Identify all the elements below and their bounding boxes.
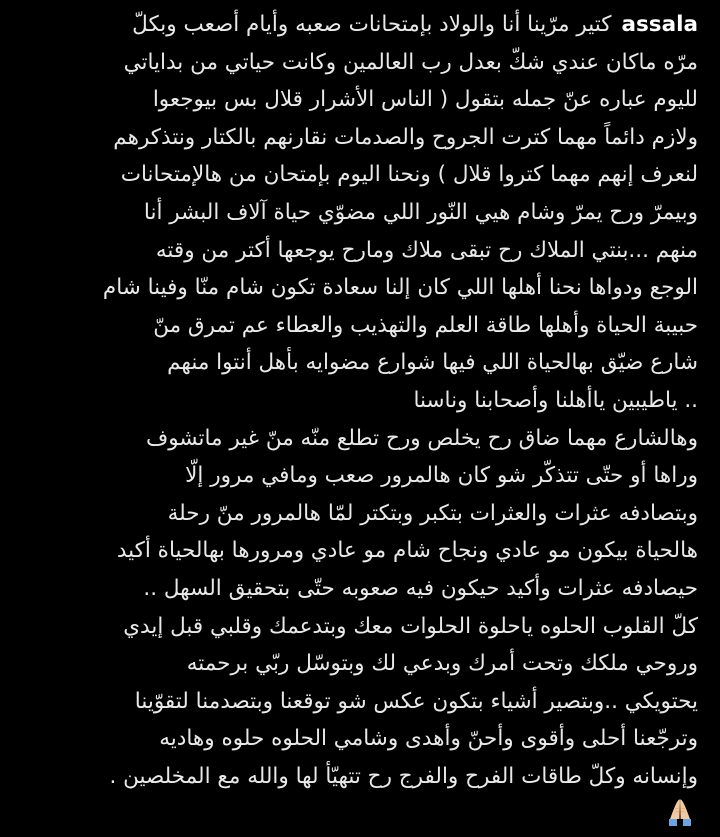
username[interactable]: assala (621, 12, 698, 37)
post-text-line: وهالشارع مهما ضاق رح يخلص ورح تطلع منّه منّ غير ماتشوف (145, 425, 698, 451)
post-text-line: حبيبة الحياة وأهلها طاقة العلم والتهذيب والعطاء عم تمرق منّ (153, 312, 698, 338)
post-text-line: ولازم دائماً مهما كترت الجروح والصدمات نقارنهم بالكتار ونتذكرهم (113, 124, 698, 150)
post-text-line: كلّ القلوب الحلوه ياحلوة الحلوات معك وبتدعمك وقلبي قبل إيدي (123, 613, 698, 639)
post-text-line: .. ياطيبين ياأهلنا وأصحابنا وناسنا (413, 387, 698, 413)
post-text-line: وبيمرّ ورح يمرّ وشام هيي النّور اللي مضوّي حياة آلاف البشر أنا (143, 199, 698, 225)
post-text-line: وبتصادفه عثرات والعثرات بتكبر وبتكتر لمّا هالمرور منّ رحلة (167, 500, 698, 526)
post-text-line: وراها أو حتّى تتذكّر شو كان هالمرور صعب ومافي مرور إلّا (185, 463, 698, 489)
post-line-1 (22, 6, 698, 44)
post-text-line: وإنسانه وكلّ طاقات الفرح والفرج رح تتهيّأ لها والله مع المخلصين . (109, 763, 698, 789)
post-text-line: كتير مرّينا أنا والولاد بإمتحانات صعبه وأيام أصعب وبكلّ (132, 12, 612, 37)
post-text-line: شارع ضيّق بهالحياة اللي فيها شوارع مضوايه بأهل أنتوا منهم (167, 350, 698, 376)
post-text-line: لليوم عباره عنّ جمله بتقول ( الناس الأشرار قلال بس بيوجعوا (152, 87, 698, 113)
post-text-line: وروحي ملكك وتحت أمرك وبدعي لك وبتوسّل ربّي برحمته (186, 651, 698, 677)
post-text-line: لنعرف إنهم مهما كتروا قلال ) ونحنا اليوم بإمتحان من هالإمتحانات (120, 162, 698, 188)
post-text-line: يحتويكي ..وبتصير أشياء بتكون عكس شو توقعنا وبتصدمنا لتقوّينا (134, 688, 698, 714)
emoji-row (22, 797, 698, 837)
post-text-line: مرّه ماكان عندي شكّ بعدل رب العالمين وكانت حياتي من بداياتي (123, 49, 698, 75)
post-text-line: حيصادفه عثرات وأكيد حيكون فيه صعوبه حتّى بتحقيق السهل .. (143, 575, 698, 601)
post-text-line: الوجع ودواها نحنا أهلها اللي كان إلنا سعادة تكون شام منّا وفينا شام (102, 275, 698, 301)
folded-hands-icon (666, 797, 694, 827)
post-text-line: هالحياة بيكون مو عادي ونجاح شام مو عادي ومرورها بهالحياة أكيد (116, 538, 698, 564)
post-text-line: وترجّعنا أحلى وأقوى وأحنّ وأهدى وشامي الحلوه حلوه وهاديه (159, 726, 698, 752)
post-text-line: منهم ...بنتي الملاك رح تبقى ملاك ومارح يوجعها أكتر من وقته (155, 237, 698, 263)
